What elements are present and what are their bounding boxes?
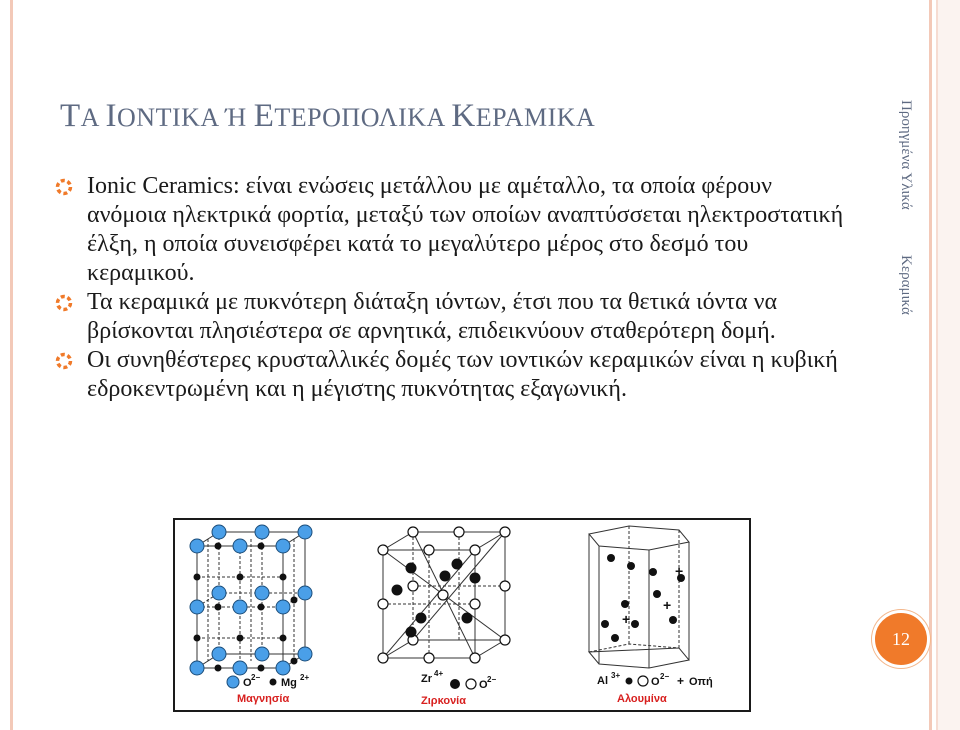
bullet-list	[54, 172, 854, 404]
side-text-course: Προηγμένα Υλικά	[898, 100, 914, 210]
magnesia-caption: Μαγνησία	[237, 693, 290, 705]
bullet-text-3: Οι συνηθέστερες κρυσταλλικές δομές των ιοντικών κεραμικών είναι η κυβική εδροκεντρωμένη και η μέγιστης πυκνότητας εξαγωνική.	[87, 347, 838, 402]
title-small-4: ΕΡΑΜΙΚΑ	[475, 103, 596, 132]
page-number-badge: 12	[872, 610, 930, 668]
legend-mg-label: Mg	[281, 677, 297, 689]
legend-zr-label: Zr	[421, 673, 432, 685]
alumina-caption: Αλουμίνα	[617, 693, 667, 705]
alumina-void-plus-1: +	[675, 563, 684, 579]
legend-al-label: Al	[597, 675, 608, 687]
alumina-atoms	[601, 554, 685, 642]
alumina-lattice	[589, 526, 689, 668]
title-small-1: Α	[80, 103, 106, 132]
bullet-ring-icon	[54, 177, 74, 197]
zirconia-legend	[421, 669, 496, 707]
legend-mg-charge: 2+	[300, 673, 310, 682]
side-vertical-text	[897, 100, 927, 350]
legend-al-charge: 3+	[611, 671, 621, 680]
slide-title	[60, 98, 595, 135]
alumina-legend	[597, 671, 713, 705]
bullet-item-1	[54, 172, 854, 288]
legend-o-label: O	[651, 676, 660, 688]
legend-void-label: Οπή	[689, 676, 713, 688]
title-cap-1: Τ	[60, 98, 81, 134]
zirconia-caption: Ζιρκονία	[421, 695, 467, 707]
title-small-3: ΤΕΡΟΠΟΛΙΚΑ	[274, 103, 452, 132]
side-text-topic: Κεραμικά	[898, 255, 914, 315]
bullet-ring-icon	[54, 293, 74, 313]
right-side-panel	[936, 0, 960, 730]
legend-o-charge: 2−	[487, 675, 497, 684]
bullet-item-3	[54, 346, 854, 404]
title-cap-3: Ε	[253, 98, 275, 134]
crystal-structures-figure	[173, 518, 751, 712]
right-panel-edge	[936, 0, 938, 730]
right-decorative-rule	[929, 0, 932, 730]
crystal-structures-drawing	[175, 520, 749, 710]
bullet-text-1: Ionic Ceramics: είναι ενώσεις μετάλλου με αμέταλλο, τα οποία φέρουν ανόμοια ηλεκτρικά φορτία, μεταξύ των οποίων αναπτύσσεται ηλεκτροστατική έλξη, η οποία συνεισφέρει κατά το μεγαλύτερο μέρος στο δεσμό του κεραμικού.	[87, 173, 844, 286]
alumina-void-plus-2: +	[622, 611, 631, 627]
title-small-2: ΟΝΤΙΚΑ Ή	[117, 103, 254, 132]
legend-o-label: O	[243, 677, 252, 689]
bullet-text-2: Τα κεραμικά με πυκνότερη διάταξη ιόντων, έτσι που τα θετικά ιόντα να βρίσκονται πλησιέστερα σε αρνητικά, επιδεικνύουν σταθερότερη δομή.	[87, 289, 778, 344]
magnesia-lattice	[197, 532, 305, 668]
zirconia-atoms	[378, 527, 510, 663]
legend-o-label: O	[479, 679, 488, 691]
left-decorative-rule	[10, 0, 13, 730]
bullet-ring-icon	[54, 351, 74, 371]
bullet-item-2	[54, 288, 854, 346]
title-cap-4: Κ	[451, 98, 476, 134]
title-cap-2: Ι	[105, 98, 118, 134]
legend-void-plus: +	[677, 674, 685, 688]
legend-o-charge: 2−	[251, 673, 261, 682]
magnesia-legend	[227, 673, 309, 705]
alumina-void-plus-3: +	[663, 597, 672, 613]
legend-o-charge: 2−	[660, 672, 670, 681]
legend-zr-charge: 4+	[434, 669, 444, 678]
